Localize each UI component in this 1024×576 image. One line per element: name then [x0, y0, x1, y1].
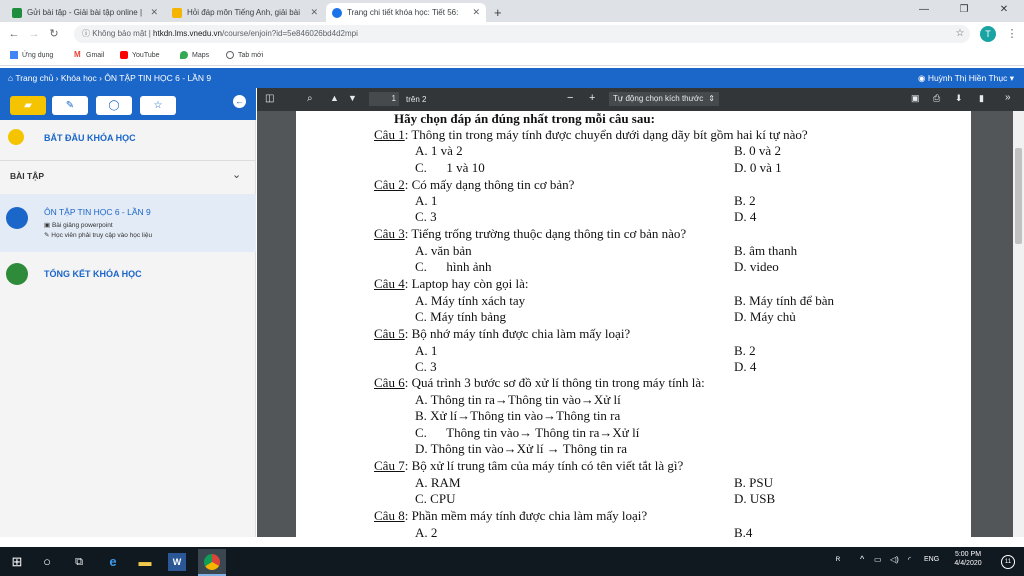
chat-icon: ◯	[108, 100, 120, 111]
gmail-icon: M	[74, 50, 81, 59]
start-course-link[interactable]: BẮT ĐẦU KHÓA HỌC	[44, 133, 136, 143]
sidebar-toolbar	[0, 88, 256, 120]
site-favicon-icon	[172, 8, 182, 18]
answer: C. Thông tin vào→ Thông tin ra→Xử lí	[415, 425, 640, 440]
close-tab-icon[interactable]: ✕	[150, 7, 158, 17]
clock[interactable]: 5:00 PM 4/4/2020	[954, 551, 982, 567]
answer: B. âm thanh	[734, 243, 798, 258]
volume-icon[interactable]: ◁)	[890, 555, 899, 564]
new-tab-button[interactable]: +	[494, 5, 502, 20]
tab-giai-bai-tap[interactable]: Gửi bài tập - Giải bài tập online | ✕	[6, 3, 164, 22]
answer: B. Xử lí→Thông tin vào→Thông tin ra	[415, 408, 621, 423]
lesson-sub-note: ✎ Học viên phải truy cập vào học liệu	[44, 232, 153, 239]
youtube-icon	[120, 51, 128, 59]
close-tab-icon[interactable]: ✕	[310, 7, 318, 17]
document-icon: ▣	[44, 222, 52, 229]
lesson-status-icon	[6, 207, 28, 229]
info-icon[interactable]: ⓘ	[82, 29, 93, 38]
print-icon[interactable]: ⎙	[933, 93, 941, 103]
maximize-icon[interactable]: ❐	[959, 4, 969, 15]
answer: B. Máy tính để bàn	[734, 293, 835, 308]
bookmark-gmail[interactable]: M Gmail	[74, 50, 105, 59]
presentation-icon[interactable]: ▣	[911, 93, 920, 103]
question-5: Câu 5: Bộ nhớ máy tính được chia làm mấy loại?	[374, 326, 631, 341]
toolbar	[0, 22, 1024, 46]
attachment-button[interactable]	[52, 96, 88, 115]
answer: A. 1	[415, 343, 438, 358]
apps-grid-icon	[10, 51, 18, 59]
back-icon[interactable]: ←	[8, 28, 20, 40]
menu-icon[interactable]: ⋮	[1006, 28, 1018, 40]
address-bar[interactable]: ⓘ Không bảo mật | htkdn.lms.vnedu.vn/course/enjoin?id=5e846026bd4d2mpi	[74, 25, 970, 43]
maps-pin-icon	[180, 51, 188, 59]
question-3: Câu 3: Tiếng trống trường thuộc dạng thông tin cơ bản nào?	[374, 226, 687, 241]
comment-button[interactable]	[96, 96, 132, 115]
bookmark-icon[interactable]: ▮	[979, 93, 984, 103]
tab-strip	[0, 0, 1024, 22]
site-favicon-icon	[332, 8, 342, 18]
chevron-down-icon[interactable]: ⌄	[232, 169, 242, 181]
doc-heading: Hãy chọn đáp án đúng nhất trong mỗi câu sau:	[394, 111, 655, 126]
answer: A. văn bản	[415, 243, 472, 258]
answer: C. 3	[415, 359, 437, 374]
answer: B.4	[734, 525, 753, 537]
profile-avatar[interactable]: T	[980, 26, 996, 42]
site-header	[0, 68, 1024, 88]
answer: C. hình ảnh	[415, 259, 492, 274]
breadcrumb[interactable]: ⌂ Trang chủ › Khóa học › ÔN TẬP TIN HỌC 6 - LẦN 9	[8, 73, 212, 83]
answer: A. 2	[415, 525, 438, 537]
caret-icon: ⇕	[708, 94, 715, 103]
divider	[0, 160, 256, 161]
scrollbar-thumb[interactable]	[1015, 148, 1022, 244]
answer: D. 0 và 1	[734, 160, 782, 175]
page-number-input[interactable]: 1	[369, 92, 399, 106]
answer: D. Thông tin vào→Xử lí → Thông tin ra	[415, 441, 628, 456]
next-page-icon[interactable]: ▼	[348, 93, 357, 103]
bookmark-youtube[interactable]: YouTube	[120, 51, 160, 59]
answer: B. 2	[734, 343, 756, 358]
answer: D. video	[734, 259, 779, 274]
user-menu[interactable]: ◉ Huỳnh Thị Hiền Thục ▾	[918, 73, 1014, 83]
search-icon[interactable]: ⌕	[307, 93, 313, 104]
lesson-title[interactable]: ÔN TẬP TIN HỌC 6 - LẦN 9	[44, 207, 151, 217]
globe-icon	[226, 51, 234, 59]
home-icon: ⌂	[8, 73, 16, 83]
note-icon: ▰	[24, 100, 32, 111]
wifi-icon[interactable]: ◜	[908, 555, 912, 564]
windows-start-icon[interactable]: ⊞	[11, 554, 23, 569]
bookmark-apps[interactable]: Ứng dụng	[10, 51, 53, 59]
question-2: Câu 2: Có mấy dạng thông tin cơ bản?	[374, 177, 575, 192]
user-icon: ◉	[918, 73, 928, 83]
chrome-taskbar-button[interactable]	[198, 549, 226, 576]
answer: A. Máy tính xách tay	[415, 293, 526, 308]
answer: B. 0 và 2	[734, 143, 781, 158]
zoom-in-icon[interactable]: +	[589, 92, 596, 104]
answer: D. 4	[734, 359, 757, 374]
caret-down-icon: ▾	[1007, 73, 1014, 83]
favorite-button[interactable]	[140, 96, 176, 115]
answer: C. 1 và 10	[415, 160, 485, 175]
collapse-sidebar-button[interactable]	[233, 95, 246, 108]
lesson-sub-ppt: ▣ Bài giảng powerpoint	[44, 222, 113, 229]
question-1: Câu 1: Thông tin trong máy tính được chuyển dưới dạng dãy bít gồm hai kí tự nào?	[374, 127, 808, 142]
answer: C. CPU	[415, 491, 456, 506]
chrome-icon	[204, 554, 220, 570]
sidebar-toggle-icon[interactable]: ◫	[265, 93, 275, 104]
answer: A. 1 và 2	[415, 143, 463, 158]
finish-status-icon	[6, 263, 28, 285]
reload-icon[interactable]: ↻	[49, 28, 59, 40]
people-icon[interactable]: ᴿ	[836, 555, 841, 565]
pencil-icon: ✎	[44, 232, 52, 239]
pdf-toolbar	[257, 88, 1024, 111]
question-7: Câu 7: Bộ xử lí trung tâm của máy tính có tên viết tắt là gì?	[374, 458, 684, 473]
start-status-icon	[8, 129, 24, 145]
site-favicon-icon	[12, 8, 22, 18]
task-view-icon[interactable]: ⧉	[75, 556, 83, 568]
course-sidebar	[0, 88, 256, 537]
bookmark-new-tab[interactable]: Tab mới	[226, 51, 263, 59]
arrow-left-icon: ←	[235, 96, 244, 106]
windows-taskbar	[0, 547, 1024, 576]
battery-icon[interactable]: ▭	[874, 555, 882, 564]
paperclip-icon: ✎	[65, 100, 75, 111]
lesson-item-active[interactable]	[0, 194, 256, 252]
edge-icon[interactable]: e	[109, 554, 117, 569]
file-explorer-icon[interactable]: ▬	[138, 554, 152, 569]
answer: D. USB	[734, 491, 776, 506]
language-indicator[interactable]: ENG	[924, 556, 940, 563]
answer: D. Máy chủ	[734, 309, 796, 324]
answer: D. 4	[734, 209, 757, 224]
bookmark-maps[interactable]: Maps	[180, 51, 209, 59]
answer: A. RAM	[415, 475, 461, 490]
bookmarks-bar	[0, 46, 1024, 66]
more-tools-icon[interactable]: »	[1005, 92, 1011, 103]
question-8: Câu 8: Phần mềm máy tính được chia làm mấy loại?	[374, 508, 648, 523]
answer: A. 1	[415, 193, 438, 208]
answer: A. Thông tin ra→Thông tin vào→Xử lí	[415, 392, 621, 407]
star-icon: ☆	[153, 100, 163, 111]
notes-button[interactable]	[10, 96, 46, 115]
notification-badge[interactable]: 11	[1001, 555, 1015, 569]
page-total: trên 2	[406, 95, 427, 104]
minimize-icon[interactable]: —	[919, 4, 929, 15]
zoom-out-icon[interactable]: −	[567, 92, 574, 104]
question-6: Câu 6: Quá trình 3 bước sơ đồ xử lí thông tin trong máy tính là:	[374, 375, 705, 390]
tray-chevron-icon[interactable]: ^	[860, 554, 865, 564]
answer: B. 2	[734, 193, 756, 208]
download-icon[interactable]: ⬇	[955, 93, 963, 103]
forward-icon[interactable]: →	[28, 28, 40, 40]
tab-hoi-dap[interactable]: Hỏi đáp môn Tiếng Anh, giải bài ✕	[166, 3, 324, 22]
close-window-icon[interactable]: ✕	[999, 4, 1009, 15]
answer: C. Máy tính bảng	[415, 309, 506, 324]
answer: B. PSU	[734, 475, 774, 490]
answer: C. 3	[415, 209, 437, 224]
word-icon[interactable]: W	[168, 553, 186, 571]
section-title[interactable]: BÀI TẬP	[10, 171, 44, 181]
bookmark-star-icon[interactable]: ☆	[955, 28, 965, 39]
finish-course-link[interactable]: TỔNG KẾT KHÓA HỌC	[44, 269, 142, 279]
question-4: Câu 4: Laptop hay còn gọi là:	[374, 276, 529, 291]
tab-trang-chi-tiet[interactable]: Trang chi tiết khóa học: Tiết 56: ✕	[326, 3, 486, 22]
search-circle-icon[interactable]: ○	[43, 554, 51, 569]
pdf-page	[296, 111, 971, 537]
prev-page-icon[interactable]: ▲	[330, 93, 339, 103]
close-tab-icon[interactable]: ✕	[472, 7, 480, 17]
zoom-select[interactable]: Tự động chọn kích thước ⇕	[609, 92, 719, 106]
